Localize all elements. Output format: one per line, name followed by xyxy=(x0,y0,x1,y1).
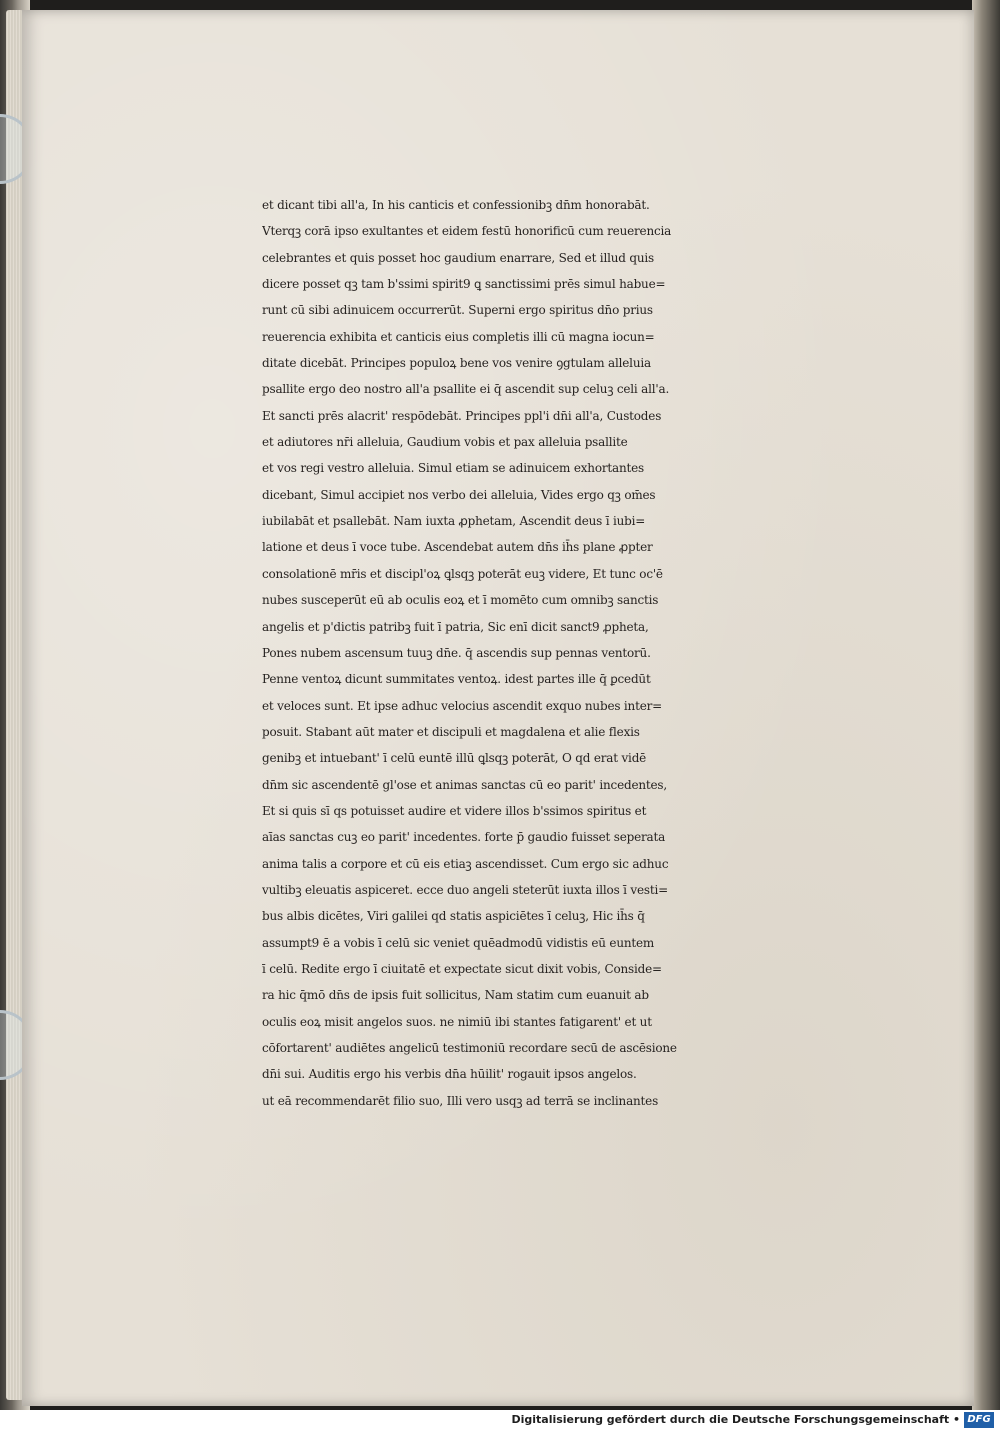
manuscript-page xyxy=(22,10,974,1406)
text-line: dn̄m sic ascendentē gl'ose et animas sanctas cū eo parit' incedentes, xyxy=(262,777,667,792)
text-line: cōfortarent' audiētes angelicū testimoniū recordare secū de ascēsione xyxy=(262,1041,677,1055)
text-line: psallite ergo deo nostro all'a psallite ei q̄ ascendit sup celuꝫ celi all'a. xyxy=(262,382,670,397)
text-line: oculis eoꝝ misit angelos suos. ne nimiū ibi stantes fatigarent' et ut xyxy=(262,1014,652,1029)
text-line: runt cū sibi adinuicem occurrerūt. Superni ergo spiritus dn̄o prius xyxy=(262,303,653,318)
text-line: iubilabāt et psallebāt. Nam iuxta ꝓphetam, Ascendit deus ī iubi= xyxy=(262,514,646,529)
text-line: genibꝫ et intuebant' ī celū euntē illū ꝗlsqꝫ poterāt, O qd erat vidē xyxy=(262,751,647,766)
text-line: et dicant tibi all'a, In his canticis et confessionibꝫ dn̄m honorabāt. xyxy=(262,198,650,212)
text-line: Vterqꝫ corā ipso exultantes et eidem festū honorificū cum reuerencia xyxy=(262,224,672,239)
text-line: aīas sanctas cuꝫ eo parit' incedentes. forte p̄ gaudio fuisset seperata xyxy=(262,830,666,845)
text-line: celebrantes et quis posset hoc gaudium enarrare, Sed et illud quis xyxy=(262,250,654,265)
text-line: posuit. Stabant aūt mater et discipuli et magdalena et alie flexis xyxy=(262,724,640,739)
text-line: reuerencia exhibita et canticis eius completis illi cū magna iocun= xyxy=(262,329,655,344)
text-line: vultibꝫ eleuatis aspiceret. ecce duo angeli steterūt iuxta illos ī vesti= xyxy=(262,882,668,897)
text-line: angelis et p'dictis patribꝫ fuit ī patria, Sic enī dicit sanct9 ꝓpheta, xyxy=(262,619,649,634)
text-line: Et sancti prēs alacrit' respōdebāt. Principes ppl'i dn̄i all'a, Custodes xyxy=(262,408,662,423)
book-edge-right xyxy=(972,0,1000,1410)
text-line: anima talis a corpore et cū eis etiaꝫ ascendisset. Cum ergo sic adhuc xyxy=(262,856,669,871)
dfg-logo: DFG xyxy=(964,1412,994,1428)
funding-credit: Digitalisierung gefördert durch die Deutsche Forschungsgemeinschaft • xyxy=(511,1413,960,1426)
text-line: nubes susceperūt eū ab oculis eoꝝ et ī momēto cum omnibꝫ sanctis xyxy=(262,593,659,608)
text-line: et veloces sunt. Et ipse adhuc velocius ascendit exquo nubes inter= xyxy=(262,698,662,713)
text-line: Pones nubem ascensum tuuꝫ dn̄e. q̄ ascendis sup pennas ventorū. xyxy=(262,645,651,660)
text-line: et adiutores nr̄i alleluia, Gaudium vobis et pax alleluia psallite xyxy=(262,435,628,450)
text-line: ut eā recommendarēt filio suo, Illi vero usqꝫ ad terrā se inclinantes xyxy=(262,1093,659,1108)
text-line: dicebant, Simul accipiet nos verbo dei alleluia, Vides ergo qꝫ om̄es xyxy=(262,487,656,502)
footer-bar xyxy=(0,1410,1000,1431)
text-line: ra hic q̄mō dn̄s de ipsis fuit sollicitus, Nam statim cum euanuit ab xyxy=(262,988,649,1003)
text-block xyxy=(262,192,842,1114)
text-line: assumpt9 ē a vobis ī celū sic veniet quēadmodū vidistis eū euntem xyxy=(262,935,655,950)
text-line: et vos regi vestro alleluia. Simul etiam se adinuicem exhortantes xyxy=(262,461,644,476)
text-line: ī celū. Redite ergo ī ciuitatē et expectate sicut dixit vobis, Conside= xyxy=(262,961,662,976)
text-line: Penne ventoꝝ dicunt summitates ventoꝝ. idest partes ille q̄ ꝑcedūt xyxy=(262,672,651,687)
text-line: latione et deus ī voce tube. Ascendebat autem dn̄s ih̄s plane ꝓpter xyxy=(262,540,653,555)
text-line: Et si quis sī qs potuisset audire et videre illos b'ssimos spiritus et xyxy=(262,803,647,818)
text-line: dicere posset qꝫ tam b'ssimi spirit9 ꝗ sanctissimi prēs simul habue= xyxy=(262,277,666,292)
text-line: bus albis dicētes, Viri galilei qd statis aspiciētes ī celuꝫ, Hic ih̄s q̄ xyxy=(262,909,645,924)
text-line: ditate dicebāt. Principes populoꝝ bene vos venire ꝯgtulam alleluia xyxy=(262,356,651,371)
text-line: consolationē mr̄is et discipl'oꝝ ꝗlsqꝫ poterāt euꝫ videre, Et tunc oc'ē xyxy=(262,566,663,581)
text-line: dn̄i sui. Auditis ergo his verbis dn̄a hūilit' rogauit ipsos angelos. xyxy=(262,1067,637,1082)
